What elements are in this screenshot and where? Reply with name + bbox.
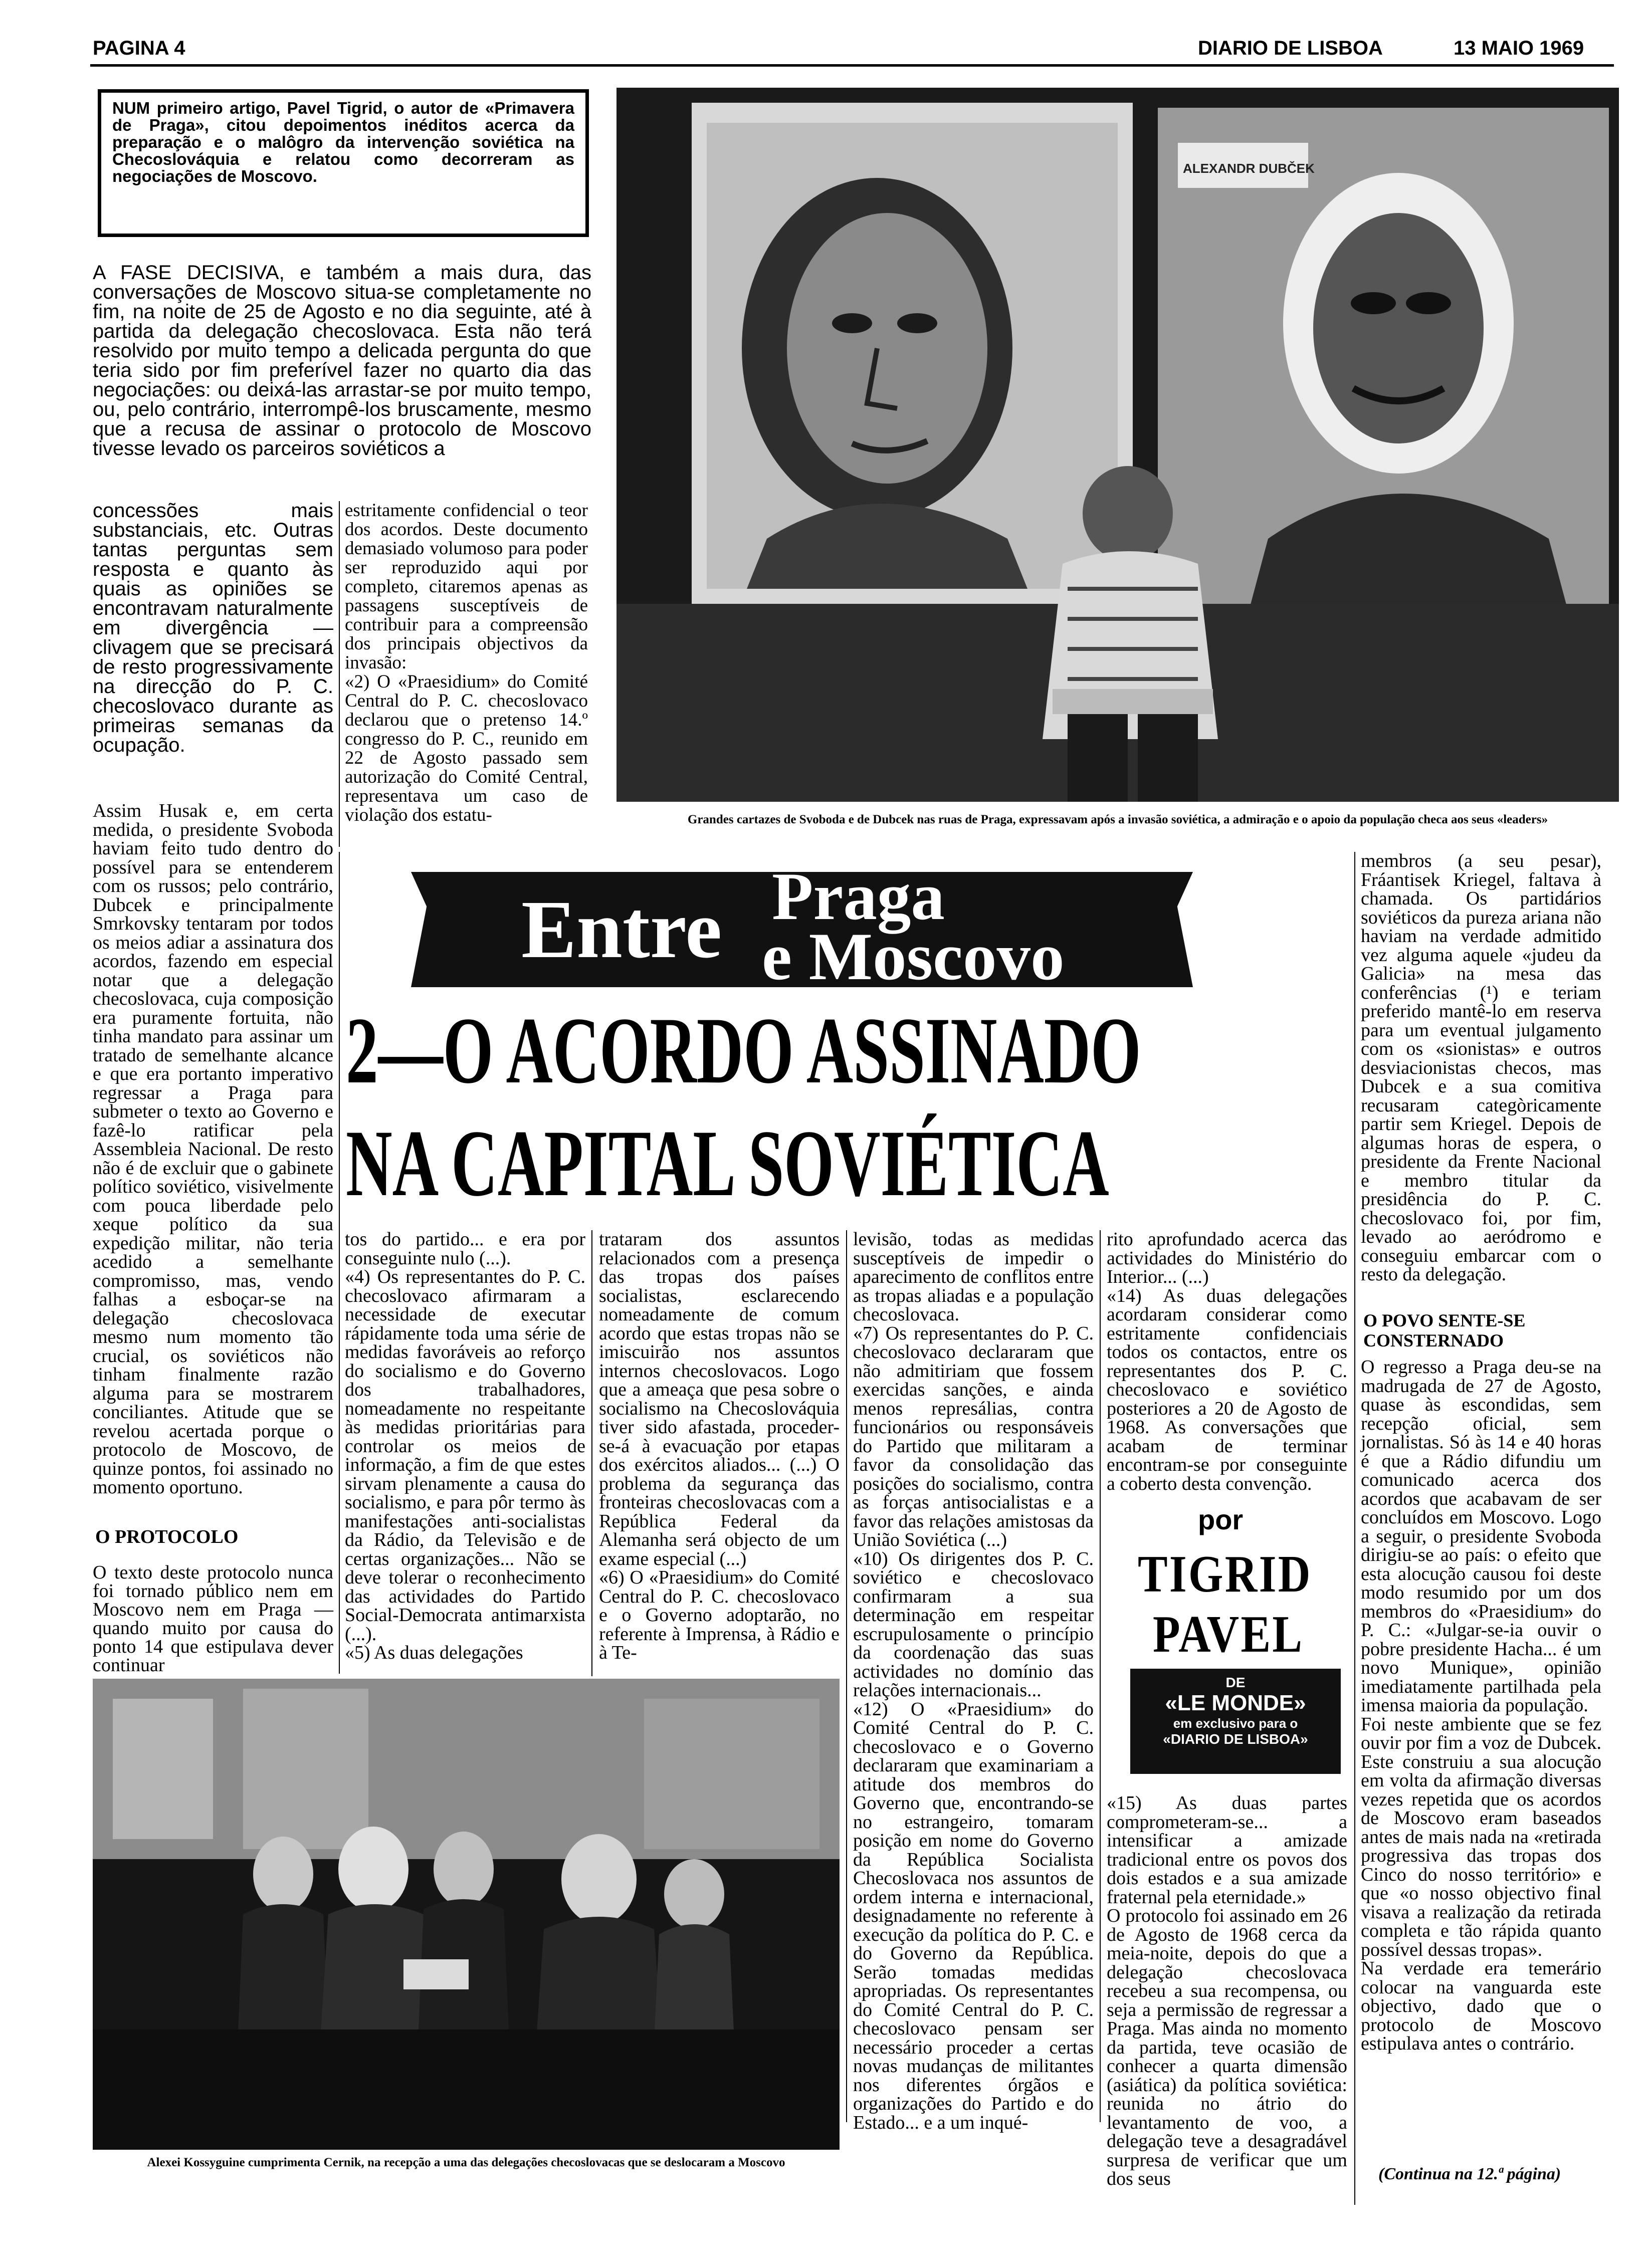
kicker-right-bottom: e Moscovo [762, 920, 1065, 994]
left-column-divider [339, 852, 340, 1674]
lead-col-a: concessões mais substanciais, etc. Outras tantas perguntas sem resposta e quanto às quais as opiniões se encontravam naturalmente em divergência — clivagem que se precisará de resto progressivamente na direcção do P. C. checoslovaco durante as primeiras semanas da ocupação. [93, 500, 333, 756]
headline-line2: NA CAPITAL SOVIÉTICA [346, 1111, 1109, 1216]
issue-date: 13 MAIO 1969 [1454, 37, 1584, 59]
left-column-text2: O texto deste protocolo nunca foi tornado público nem em Moscovo nem em Praga — quando muito por causa do ponto 14 que estipulava dever continuar [93, 1562, 333, 1676]
lead-col-divider [339, 501, 340, 847]
bottom-photo [93, 1679, 840, 2150]
column-1: tos do partido... e era por conseguinte nulo (...). «4) Os representantes do P. C. checoslovaco afirmaram a necessidade de executar rápidamente toda uma série de medidas favoráveis ao reforço do socialismo e do Governo dos trabalhadores, nomeadamente no respeitante às medidas prioritárias para controlar os meios de informação, a fim de que estes sirvam plenamente a causa do socialismo, e para pôr termo às manifestações anti-socialistas da Rádio, da Televisão e de certas organizações... Não se deve tolerar o reconhecimento das actividades do Partido Social-Democrata antimarxista (...). «5) As duas delegações [345, 1229, 585, 1663]
column-divider-3 [1100, 1230, 1101, 2122]
kicker-right-top: Praga [772, 859, 945, 934]
column-divider-4 [1354, 852, 1355, 2205]
bottom-photo-caption: Alexei Kossyguine cumprimenta Cernik, na recepção a uma das delegações checoslovacas que se deslocaram a Moscovo [147, 2156, 785, 2169]
intro-text: NUM primeiro artigo, Pavel Tigrid, o autor de «Primavera de Praga», citou depoimentos inéditos acerca da preparação e o malôgro da intervenção soviética na Checoslováquia e relatou como decorreram as negociações de Moscovo. [112, 99, 574, 185]
stamp-line-2: «LE MONDE» [1165, 1691, 1306, 1715]
column-divider-2 [846, 1230, 847, 2122]
top-photo-caption: Grandes cartazes de Svoboda e de Dubcek nas ruas de Praga, expressavam após a invasão soviética, a admiração e o apoio da população checa aos seus «leaders» [687, 813, 1548, 826]
stamp-line-4: «DIARIO DE LISBOA» [1163, 1731, 1308, 1747]
byline-name-1: TIGRID [1138, 1544, 1312, 1603]
top-photo [616, 88, 1619, 802]
column-3: levisão, todas as medidas susceptíveis de impedir o aparecimento de conflitos entre as tropas aliadas e a população checoslovaca. «7) Os representantes do P. C. checoslovaco declararam que não admitiriam que fossem exercidas sanções, e ainda menos represálias, contra funcionários ou responsáveis do Partido que militaram a favor da consolidação das posições do socialismo, contra as forças antisocialistas e a favor das relações amistosas da União Soviética (...) «10) Os dirigentes dos P. C. soviético e checoslovaco confirmaram a sua determinação em respeitar escrupulosamente o princípio da coordenação das suas actividades no domínio das relações internacionais... «12) O «Praesidium» do Comité Central do P. C. checoslovaco e o Governo declararam que examinariam a atitude dos membros do Governo que, encontrando-se no estrangeiro, tomaram posição em nome do Governo da República Socialista Checoslovaca nos assuntos de ordem interna e internacional, designadamente no referente à execução da política do P. C. e do Governo da República. Serão tomadas medidas apropriadas. Os representantes do Comité Central do P. C. checoslovaco pensam ser necessário proceder a certas novas mudanças de militantes nos diferentes órgãos e organizações do Partido e do Estado... e a um inqué- [853, 1229, 1094, 2133]
headline-line1: 2—O ACORDO ASSINADO [346, 998, 1141, 1103]
continuation-note: (Continua na 12.ª página) [1378, 2165, 1561, 2183]
byline-name-2: PAVEL [1153, 1605, 1304, 1663]
column-divider-1 [591, 1230, 592, 1676]
masthead-rule [90, 64, 1614, 67]
stamp-line-3: em exclusivo para o [1173, 1716, 1298, 1731]
stamp-line-1: DE [1225, 1675, 1246, 1690]
kicker-left: Entre [521, 883, 722, 975]
kossyguine-reception-illustration [93, 1679, 840, 2150]
lead-paragraph: A FASE DECISIVA, e também a mais dura, das conversações de Moscovo situa-se completamente no fim, na noite de 25 de Agosto e no dia seguinte, até à partida da delegação checoslovaca. Esta não terá resolvido por muito tempo a delicada pergunta do que teria sido por fim preferível fazer no quarto dia das negociações: ou deixá-las arrastar-se por muito tempo, ou, pelo contrário, interrompê-los bruscamente, mesmo que a recusa de assinar o protocolo de Moscovo tivesse levado os parceiros soviéticos a [93, 262, 591, 460]
column-4a: rito aprofundado acerca das actividades do Ministério do Interior... (...) «14) As duas delegações acordaram considerar como estritamente confidenciais todos os contactos, entre os representantes dos P. C. checoslovaco e soviético posteriores a 20 de Agosto de 1968. As conversações que acabam de terminar encontram-se por conseguinte a coberto desta convenção. [1107, 1229, 1347, 1494]
svoboda-poster-illustration [616, 88, 1619, 802]
column-2: trataram dos assuntos relacionados com a presença das tropas dos países socialistas, esclarecendo nomeadamente de comum acordo que estas tropas não se imiscuirão nos assuntos internos checoslovacos. Logo que a ameaça que pesa sobre o socialismo na Checoslováquia tiver sido afastada, proceder-se-á à evacuação por etapas dos exércitos aliados... (...) O problema da segurança das fronteiras checoslovacas com a República Federal da Alemanha será objecto de um exame especial (...) «6) O «Praesidium» do Comité Central do P. C. checoslovaco e o Governo adoptarão, no referente à Imprensa, à Rádio e à Te- [599, 1229, 840, 1663]
paper-name: DIARIO DE LISBOA [1198, 37, 1383, 59]
page-label: PAGINA 4 [93, 37, 185, 59]
intro-box [98, 89, 589, 237]
right-subhead: O POVO SENTE-SE CONSTERNADO [1363, 1310, 1526, 1350]
column-5a: membros (a seu pesar), Fráantisek Kriegel, faltava à chamada. Os partidários soviéticos da pureza ariana não haviam na verdade admitido vez alguma aquele «judeu da Galicia» na mesa das conferências (¹) e teriam preferido mantê-lo em reserva para um eventual julgamento com os «sionistas» e outros desviacionistas checos, mas Dubcek e a sua comitiva recusaram categòricamente partir sem Kriegel. Depois de algumas horas de espera, o presidente da Frente Nacional e membro titular da presidência do P. C. checoslovaco foi, por fim, levado ao aeródromo e conseguiu embarcar com o resto da delegação. [1361, 850, 1601, 1285]
left-column-text: Assim Husak e, em certa medida, o presidente Svoboda haviam feito tudo dentro do possível para se entenderem com os russos; pelo contrário, Dubcek e principalmente Smrkovsky tentaram por todos os meios adiar a assinatura dos acordos, fazendo em especial notar que a delegação checoslovaca, cuja composição era puramente fortuita, não tinha mandato para assinar um tratado de semelhante alcance e que era portanto imperativo regressar a Praga para submeter o texto ao Governo e fazê-lo ratificar pela Assembleia Nacional. De resto não é de excluir que o gabinete político soviético, visivelmente com pouca liberdade pelo xeque político da sua expedição militar, não teria acedido a semelhante compromisso, mas, vendo falhas a esboçar-se na delegação checoslovaca mesmo num momento tão crucial, os soviéticos não tinham finalmente razão alguma para se mostrarem conciliantes. Atitude que se revelou acertada porque o protocolo de Moscovo, de quinze pontos, foi assinado no momento oportuno. [93, 800, 333, 1498]
left-subhead-protocolo: O PROTOCOLO [95, 1526, 239, 1547]
column-4b: «15) As duas partes comprometeram-se... a intensificar a amizade tradicional entre os povos dos dois estados e a sua amizade fraternal pela eternidade.» O protocolo foi assinado em 26 de Agosto de 1968 cerca da meia-noite, depois do que a delegação checoslovaca recebeu a sua recompensa, ou seja a permissão de regressar a Praga. Mas ainda no momento da partida, teve ocasião de conhecer a quarta dimensão (asiática) da política soviética: reunida no átrio do levantamento de voo, a delegação teve a desagradável surpresa de verificar que um dos seus [1107, 1792, 1347, 2189]
byline-por: por [1198, 1504, 1244, 1535]
lead-col-b: estritamente confidencial o teor dos acordos. Deste documento demasiado volumoso para poder ser reproduzido aqui por completo, citaremos apenas as passagens susceptíveis de contribuir para a compreensão dos principais objectivos da invasão: «2) O «Praesidium» do Comité Central do P. C. checoslovaco declarou que o pretenso 14.º congresso do P. C., reunido em 22 de Agosto passado sem autorização do Comité Central, representava um caso de violação dos estatu- [345, 500, 588, 825]
poster-caption: ALEXANDR DUBČEK [1183, 161, 1315, 176]
le-monde-stamp [1130, 1669, 1341, 1774]
column-5b: O regresso a Praga deu-se na madrugada de 27 de Agosto, quase às escondidas, sem recepção oficial, sem jornalistas. Só às 14 e 40 horas é que a Rádio difundiu um comunicado acerca dos acordos que acabavam de ser concluídos em Moscovo. Logo a seguir, o presidente Svoboda dirigiu-se ao país: o efeito que esta alocução causou foi deste modo resumido por um dos membros do «Praesidium» do P. C.: «Julgar-se-ia ouvir o pobre presidente Hacha... é um novo Munique», opinião imediatamente partilhada pela imensa maioria da população. Foi neste ambiente que se fez ouvir por fim a voz de Dubcek. Este construiu a sua alocução em volta da afirmação diversas vezes repetida que os acordos de Moscovo eram baseados antes de mais nada na «retirada progressiva das tropas dos Cinco do nosso território» e que «o nosso objectivo final visava a realização da retirada completa e tão rápida quanto possível dessas tropas». Na verdade era temerário colocar na vanguarda este objectivo, dado que o protocolo de Moscovo estipulava antes o contrário. [1361, 1356, 1601, 2054]
